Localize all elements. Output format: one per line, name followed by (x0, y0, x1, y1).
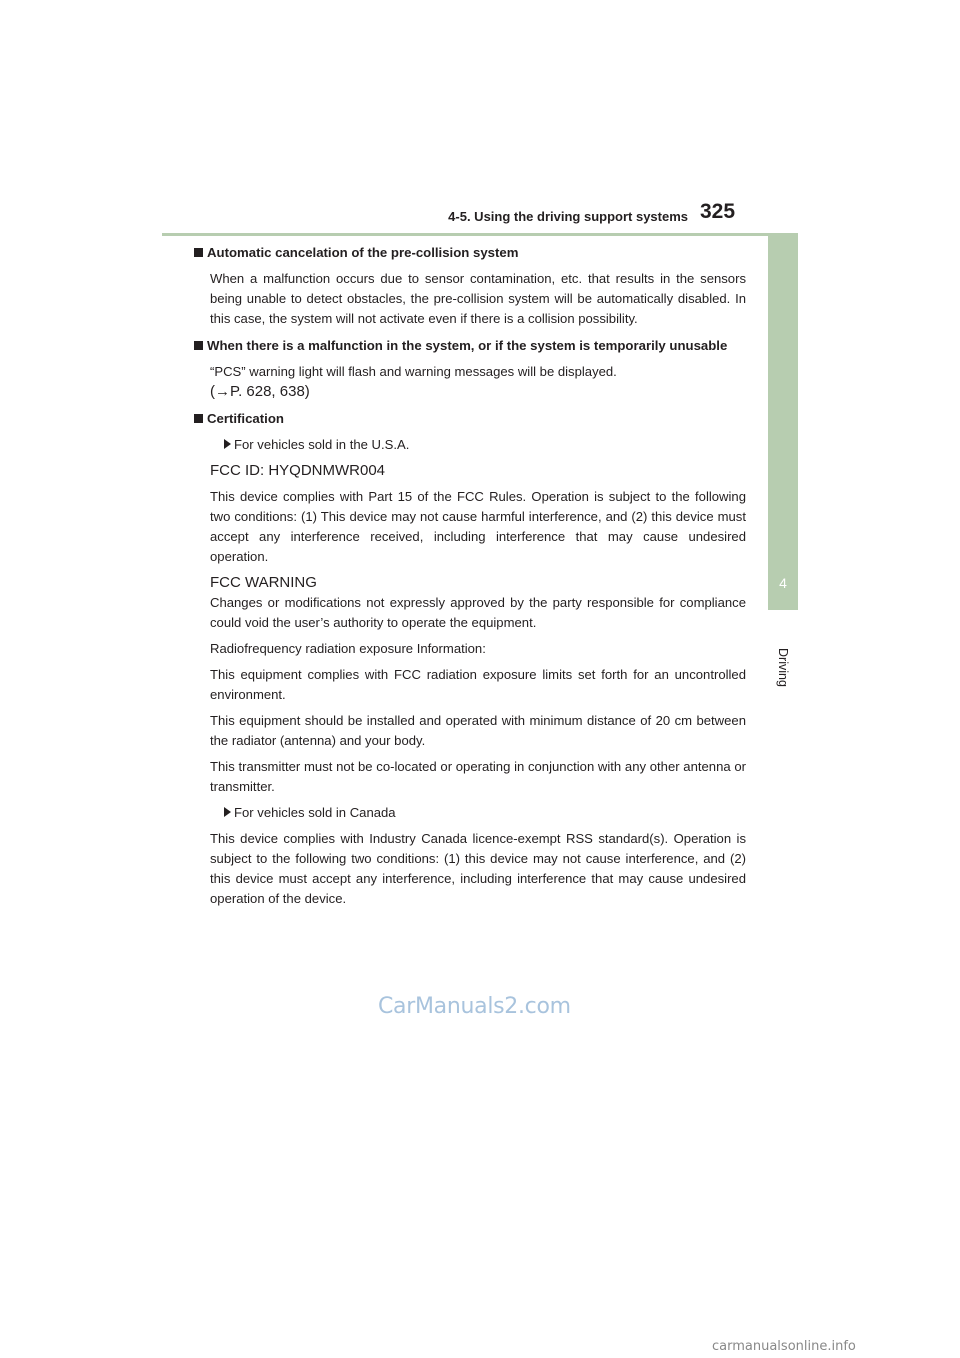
fcc-id: FCC ID: HYQDNMWR004 (210, 462, 386, 479)
bullet-canada (224, 803, 746, 823)
header-rule (162, 233, 798, 236)
page-number: 325 (700, 200, 736, 223)
fcc-warning-heading: FCC WARNING (210, 574, 317, 591)
chapter-tab-label: Driving (776, 648, 790, 687)
section-heading (194, 243, 746, 263)
section-malfunction (207, 336, 746, 402)
triangle-arrow-icon (224, 439, 231, 449)
section-heading-text: When there is a malfunction in the system, or if the system is temporarily unusable (207, 338, 728, 353)
bullet-usa (224, 435, 746, 455)
triangle-arrow-icon (224, 807, 231, 817)
paragraph: Radiofrequency radiation exposure Information: (210, 641, 486, 656)
section-heading (194, 336, 746, 356)
paragraph: Changes or modifications not expressly approved by the party responsible for compliance could void the user’s authority to operate the equipment. (210, 595, 746, 630)
running-header-section-title: 4-5. Using the driving support systems (448, 209, 688, 224)
paragraph: This device complies with Part 15 of the FCC Rules. Operation is subject to the following two conditions: (1) This device may not cause harmful interference, and (2) this device must accept any interference received, including interference that may cause undesired operation. (210, 489, 746, 564)
bullet-text: For vehicles sold in Canada (234, 805, 396, 820)
section-heading-text: Automatic cancelation of the pre-collision system (207, 245, 519, 260)
page-reference: (→P. 628, 638) (210, 383, 310, 400)
square-bullet-icon (194, 414, 203, 423)
paragraph: “PCS” warning light will flash and warning messages will be displayed. (210, 364, 617, 379)
section-heading-text: Certification (207, 411, 284, 426)
section-certification (207, 409, 746, 909)
section-heading (194, 409, 746, 429)
paragraph: This equipment complies with FCC radiation exposure limits set forth for an uncontrolled environment. (210, 667, 746, 702)
chapter-side-tab (768, 235, 798, 610)
paragraph: This transmitter must not be co-located or operating in conjunction with any other antenna or transmitter. (210, 759, 746, 794)
watermark-logo: CarManuals2.com (378, 994, 571, 1019)
bullet-text: For vehicles sold in the U.S.A. (234, 437, 410, 452)
paragraph: When a malfunction occurs due to sensor contamination, etc. that results in the sensors being unable to detect obstacles, the pre-collision system will be automatically disabled. In this case, the system will not activate even if there is a collision possibility. (210, 271, 746, 326)
page-content (207, 243, 746, 916)
section-automatic-cancelation (207, 243, 746, 329)
square-bullet-icon (194, 341, 203, 350)
paragraph: This equipment should be installed and operated with minimum distance of 20 cm between the radiator (antenna) and your body. (210, 713, 746, 748)
paragraph: This device complies with Industry Canada licence-exempt RSS standard(s). Operation is subject to the following two conditions: (1) this device may not cause interference, and (2) this device must accept any interference, including interference that may cause undesired operation of the device. (210, 831, 746, 906)
square-bullet-icon (194, 248, 203, 257)
chapter-tab-number: 4 (779, 575, 787, 591)
footer-watermark: carmanualsonline.info (712, 1339, 856, 1354)
